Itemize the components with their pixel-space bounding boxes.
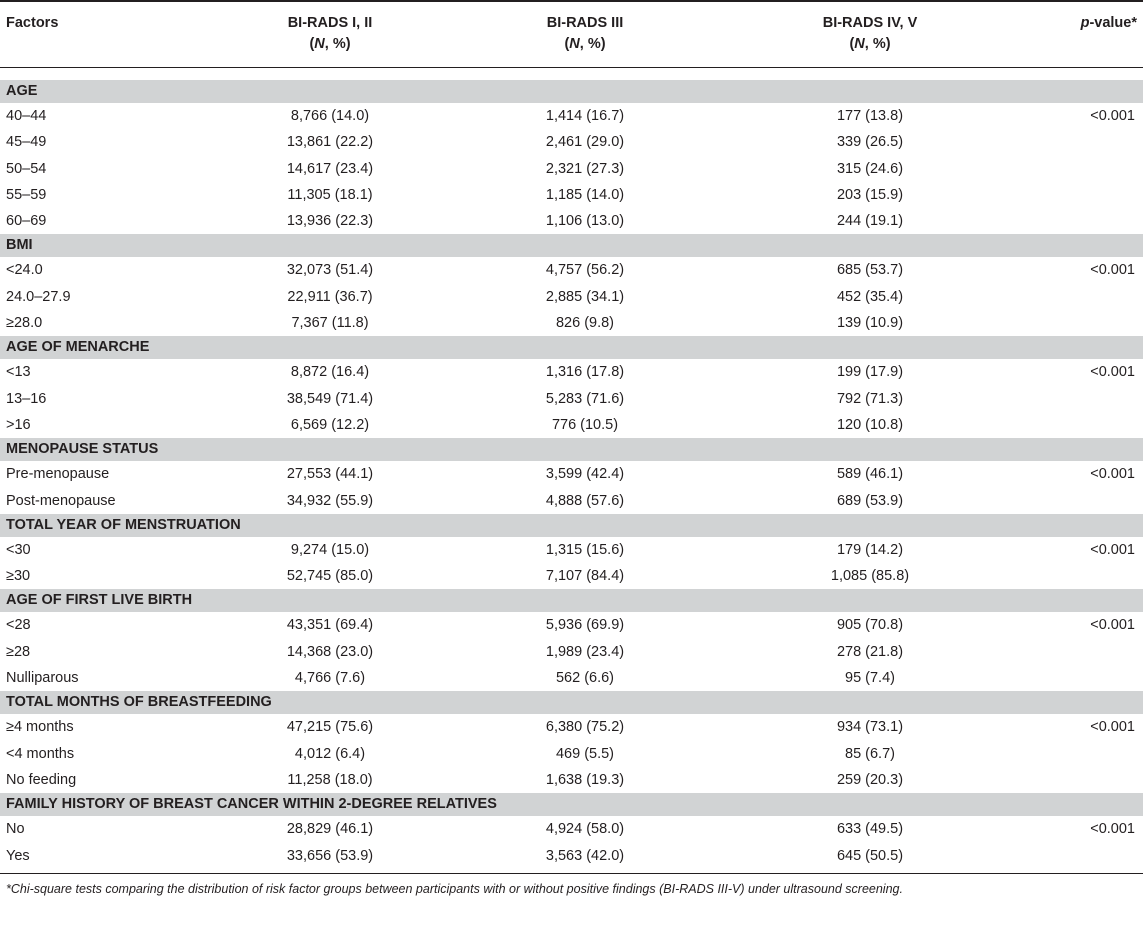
birads-4-5-cell: 278 (21.8) — [836, 643, 904, 660]
header-birads-1-2 — [200, 13, 460, 55]
birads-1-2-cell: 38,549 (71.4) — [286, 390, 374, 407]
birads-4-5-cell: 905 (70.8) — [836, 617, 904, 634]
factor-cell: <28 — [6, 617, 31, 634]
factor-cell: 50–54 — [6, 160, 47, 177]
birads-1-2-cell: 14,368 (23.0) — [286, 643, 374, 660]
birads-4-5-cell: 120 (10.8) — [836, 416, 904, 433]
table-row — [0, 488, 1143, 514]
birads-3-cell: 5,283 (71.6) — [545, 390, 625, 407]
birads-4-5-cell: 95 (7.4) — [845, 670, 895, 687]
birads-4-5-cell: 179 (14.2) — [836, 541, 904, 558]
p-value-cell: <0.001 — [1090, 108, 1135, 124]
p-value-cell: <0.001 — [1090, 364, 1135, 381]
birads-1-2-cell: 52,745 (85.0) — [286, 568, 374, 585]
factor-cell: ≥28.0 — [6, 315, 43, 332]
birads-3-cell: 1,185 (14.0) — [545, 186, 625, 203]
birads-4-5-cell: 689 (53.9) — [836, 492, 904, 509]
birads-1-2-cell: 43,351 (69.4) — [286, 617, 374, 634]
section-header: AGE OF MENARCHE — [0, 336, 1143, 359]
birads-1-2-cell: 22,911 (36.7) — [287, 288, 373, 305]
table-row — [0, 284, 1143, 310]
birads-3-cell: 1,315 (15.6) — [545, 541, 625, 558]
table-row — [0, 359, 1143, 385]
factor-cell: Post-menopause — [6, 492, 116, 509]
section-header: BMI — [0, 234, 1143, 257]
birads-4-5-cell: 589 (46.1) — [836, 466, 904, 483]
birads-3-cell: 6,380 (75.2) — [545, 719, 625, 736]
table-row — [0, 310, 1143, 336]
table-row — [0, 182, 1143, 208]
factor-cell: 45–49 — [6, 134, 47, 151]
table-row — [0, 461, 1143, 487]
birads-4-5-cell: 792 (71.3) — [836, 390, 904, 407]
header-birads-3-title: BI-RADS III — [546, 15, 624, 31]
birads-1-2-cell: 27,553 (44.1) — [286, 466, 374, 483]
factor-cell: <4 months — [6, 745, 75, 762]
table-row — [0, 741, 1143, 767]
birads-3-cell: 776 (10.5) — [551, 416, 619, 433]
factor-cell: <13 — [6, 364, 31, 381]
p-value-cell: <0.001 — [1090, 262, 1135, 279]
birads-3-cell: 4,924 (58.0) — [545, 821, 625, 838]
birads-1-2-cell: 8,766 (14.0) — [290, 108, 370, 124]
header-p-value: p-value* — [1080, 15, 1137, 31]
table-row — [0, 639, 1143, 665]
birads-1-2-cell: 14,617 (23.4) — [286, 160, 374, 177]
factor-cell: ≥30 — [6, 568, 31, 585]
table-row — [0, 665, 1143, 691]
birads-3-cell: 5,936 (69.9) — [545, 617, 625, 634]
birads-1-2-cell: 6,569 (12.2) — [290, 416, 370, 433]
factor-cell: 13–16 — [6, 390, 47, 407]
birads-3-cell: 1,106 (13.0) — [545, 213, 625, 230]
factor-cell: Nulliparous — [6, 670, 79, 687]
birads-4-5-cell: 203 (15.9) — [836, 186, 904, 203]
birads-1-2-cell: 34,932 (55.9) — [286, 492, 374, 509]
table-row — [0, 563, 1143, 589]
header-birads-1-2-title: BI-RADS I, II — [287, 15, 373, 31]
birads-3-cell: 1,638 (19.3) — [545, 771, 625, 788]
birads-4-5-cell: 685 (53.7) — [836, 262, 904, 279]
table-header-row — [0, 2, 1143, 67]
header-birads-3 — [455, 13, 715, 55]
birads-1-2-cell: 32,073 (51.4) — [286, 262, 374, 279]
birads-1-2-cell: 7,367 (11.8) — [291, 315, 369, 332]
table-footnote: *Chi-square tests comparing the distribution of risk factor groups between participants with or without positive findings (BI-RADS III-V) under ultrasound screening. — [6, 881, 903, 896]
factor-cell: 24.0–27.9 — [6, 288, 71, 305]
birads-3-cell: 1,316 (17.8) — [545, 364, 625, 381]
birads-1-2-cell: 4,012 (6.4) — [294, 745, 366, 762]
birads-3-cell: 826 (9.8) — [555, 315, 615, 332]
birads-3-cell: 3,563 (42.0) — [545, 847, 625, 864]
birads-3-cell: 2,885 (34.1) — [545, 288, 625, 305]
header-birads-3-sub: (N, %) — [564, 36, 606, 52]
table-row — [0, 412, 1143, 438]
p-value-cell: <0.001 — [1090, 541, 1135, 558]
table-row — [0, 767, 1143, 793]
p-value-cell: <0.001 — [1090, 821, 1135, 838]
birads-1-2-cell: 11,305 (18.1) — [287, 186, 373, 203]
birads-3-cell: 469 (5.5) — [555, 745, 615, 762]
birads-3-cell: 4,888 (57.6) — [545, 492, 625, 509]
p-value-cell: <0.001 — [1090, 466, 1135, 483]
birads-4-5-cell: 339 (26.5) — [836, 134, 904, 151]
table-row — [0, 103, 1143, 129]
birads-4-5-cell: 452 (35.4) — [836, 288, 904, 305]
p-value-cell: <0.001 — [1090, 719, 1135, 736]
birads-3-cell: 2,461 (29.0) — [545, 134, 625, 151]
birads-3-cell: 7,107 (84.4) — [545, 568, 625, 585]
table-row — [0, 129, 1143, 155]
birads-1-2-cell: 8,872 (16.4) — [290, 364, 370, 381]
table-row — [0, 714, 1143, 740]
header-birads-4-5-sub: (N, %) — [849, 36, 891, 52]
birads-4-5-cell: 934 (73.1) — [836, 719, 904, 736]
birads-1-2-cell: 4,766 (7.6) — [294, 670, 366, 687]
table-row — [0, 843, 1143, 869]
birads-4-5-cell: 259 (20.3) — [836, 771, 904, 788]
birads-4-5-cell: 85 (6.7) — [845, 745, 895, 762]
birads-3-cell: 1,414 (16.7) — [545, 108, 625, 124]
table-row — [0, 612, 1143, 638]
birads-1-2-cell: 11,258 (18.0) — [287, 771, 373, 788]
table-row — [0, 257, 1143, 283]
factor-cell: Yes — [6, 847, 30, 864]
section-header: AGE — [0, 80, 1143, 103]
birads-3-cell: 2,321 (27.3) — [545, 160, 625, 177]
factor-cell: <30 — [6, 541, 31, 558]
factor-cell: >16 — [6, 416, 31, 433]
birads-3-cell: 1,989 (23.4) — [545, 643, 625, 660]
section-header: MENOPAUSE STATUS — [0, 438, 1143, 461]
factor-cell: Pre-menopause — [6, 466, 110, 483]
header-birads-1-2-sub: (N, %) — [309, 36, 351, 52]
birads-1-2-cell: 33,656 (53.9) — [286, 847, 374, 864]
birads-4-5-cell: 177 (13.8) — [836, 108, 904, 124]
birads-3-cell: 3,599 (42.4) — [545, 466, 625, 483]
birads-3-cell: 4,757 (56.2) — [545, 262, 625, 279]
table-body — [0, 80, 1143, 869]
table-row — [0, 156, 1143, 182]
section-header: FAMILY HISTORY OF BREAST CANCER WITHIN 2-DEGREE RELATIVES — [0, 793, 1143, 816]
birads-1-2-cell: 9,274 (15.0) — [290, 541, 370, 558]
factor-cell: No — [6, 821, 25, 838]
birads-3-cell: 562 (6.6) — [555, 670, 615, 687]
section-header: TOTAL YEAR OF MENSTRUATION — [0, 514, 1143, 537]
table-row — [0, 208, 1143, 234]
birads-4-5-cell: 199 (17.9) — [836, 364, 904, 381]
birads-4-5-cell: 244 (19.1) — [836, 213, 904, 230]
factor-cell: 55–59 — [6, 186, 47, 203]
p-value-cell: <0.001 — [1090, 617, 1135, 634]
factor-cell: ≥4 months — [6, 719, 74, 736]
birads-1-2-cell: 47,215 (75.6) — [286, 719, 374, 736]
birads-4-5-cell: 315 (24.6) — [836, 160, 904, 177]
table-row — [0, 816, 1143, 842]
factor-cell: No feeding — [6, 771, 77, 788]
header-birads-4-5-title: BI-RADS IV, V — [822, 15, 918, 31]
birads-4-5-cell: 645 (50.5) — [836, 847, 904, 864]
header-birads-4-5 — [740, 13, 1000, 55]
factor-cell: 40–44 — [6, 108, 47, 124]
factor-cell: ≥28 — [6, 643, 31, 660]
factor-cell: <24.0 — [6, 262, 43, 279]
table-row — [0, 386, 1143, 412]
factor-cell: 60–69 — [6, 213, 47, 230]
birads-1-2-cell: 13,861 (22.2) — [286, 134, 374, 151]
table-row — [0, 537, 1143, 563]
birads-4-5-cell: 139 (10.9) — [836, 315, 904, 332]
birads-4-5-cell: 1,085 (85.8) — [830, 568, 910, 585]
section-header: AGE OF FIRST LIVE BIRTH — [0, 589, 1143, 612]
header-factors: Factors — [6, 15, 59, 31]
birads-4-5-cell: 633 (49.5) — [836, 821, 904, 838]
birads-1-2-cell: 13,936 (22.3) — [286, 213, 374, 230]
table-header-rule — [0, 67, 1143, 80]
birads-1-2-cell: 28,829 (46.1) — [286, 821, 374, 838]
section-header: TOTAL MONTHS OF BREASTFEEDING — [0, 691, 1143, 714]
